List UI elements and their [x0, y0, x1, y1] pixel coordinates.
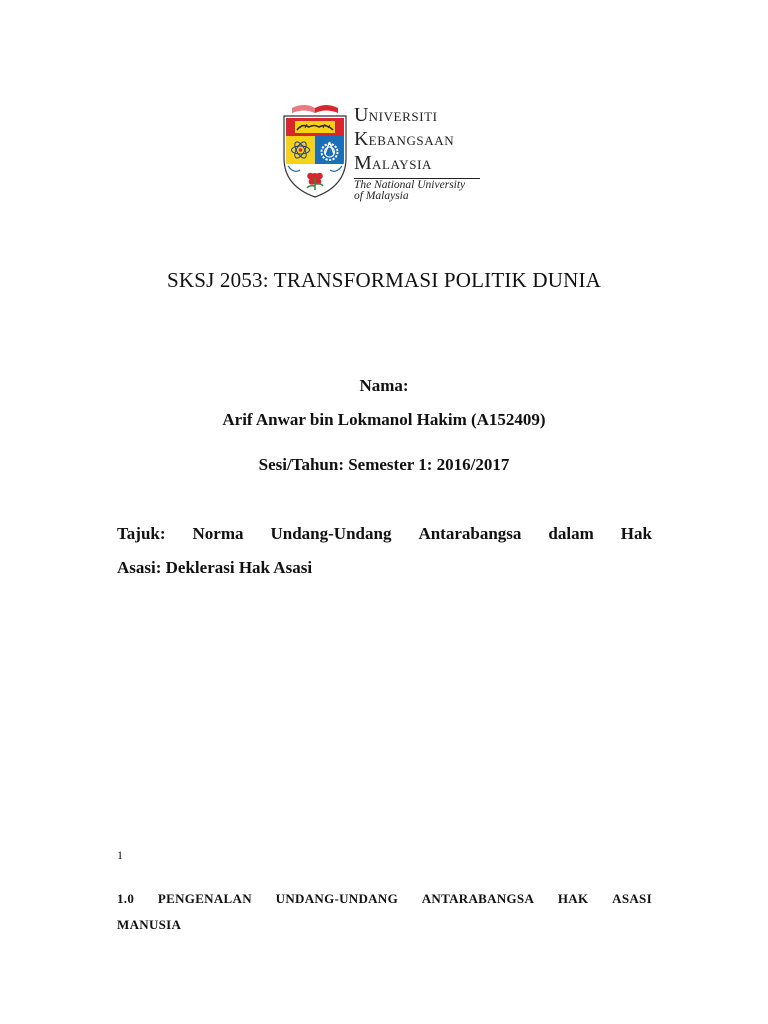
- topic-word: Norma: [192, 524, 244, 543]
- name-label: Nama:: [359, 376, 409, 395]
- section-heading: [117, 886, 652, 938]
- section-word: HAK: [557, 891, 589, 906]
- topic-line-2: Asasi: Deklerasi Hak Asasi: [117, 558, 313, 577]
- student-name: Arif Anwar bin Lokmanol Hakim (A152409): [222, 410, 546, 429]
- page-number: 1: [117, 848, 123, 862]
- logo-line-malaysia: [354, 152, 494, 176]
- logo-initial: M: [354, 152, 372, 174]
- topic-paragraph: [117, 517, 652, 585]
- topic-word: Undang-Undang: [270, 524, 392, 543]
- section-word: ASASI: [612, 891, 652, 906]
- topic-line-1: [117, 517, 652, 551]
- section-word: PENGENALAN: [157, 891, 252, 906]
- university-logo: [278, 100, 488, 202]
- logo-initial: K: [354, 128, 369, 150]
- logo-tagline-1: The National University: [354, 179, 466, 191]
- session-year: Sesi/Tahun: Semester 1: 2016/2017: [258, 455, 510, 474]
- logo-line-universiti: [354, 104, 494, 128]
- logo-word: ALAYSIA: [371, 157, 433, 172]
- ukm-crest-icon: [278, 100, 352, 200]
- logo-wordmark: [354, 104, 494, 202]
- logo-tagline-2: of Malaysia: [354, 190, 409, 202]
- logo-initial: U: [354, 104, 369, 126]
- logo-word: NIVERSITI: [368, 109, 438, 124]
- logo-word: EBANGSAAN: [368, 133, 455, 148]
- section-word: 1.0: [117, 891, 135, 906]
- logo-line-kebangsaan: [354, 128, 494, 152]
- section-word: ANTARABANGSA: [421, 891, 535, 906]
- topic-word: Antarabangsa: [418, 524, 522, 543]
- topic-word: Hak: [620, 524, 652, 543]
- topic-word: Tajuk:: [117, 524, 166, 543]
- course-title: SKSJ 2053: TRANSFORMASI POLITIK DUNIA: [166, 268, 602, 292]
- section-word: UNDANG-UNDANG: [275, 891, 398, 906]
- section-heading-line-2: MANUSIA: [117, 917, 182, 932]
- topic-word: dalam: [548, 524, 594, 543]
- section-heading-line-1: [117, 886, 652, 912]
